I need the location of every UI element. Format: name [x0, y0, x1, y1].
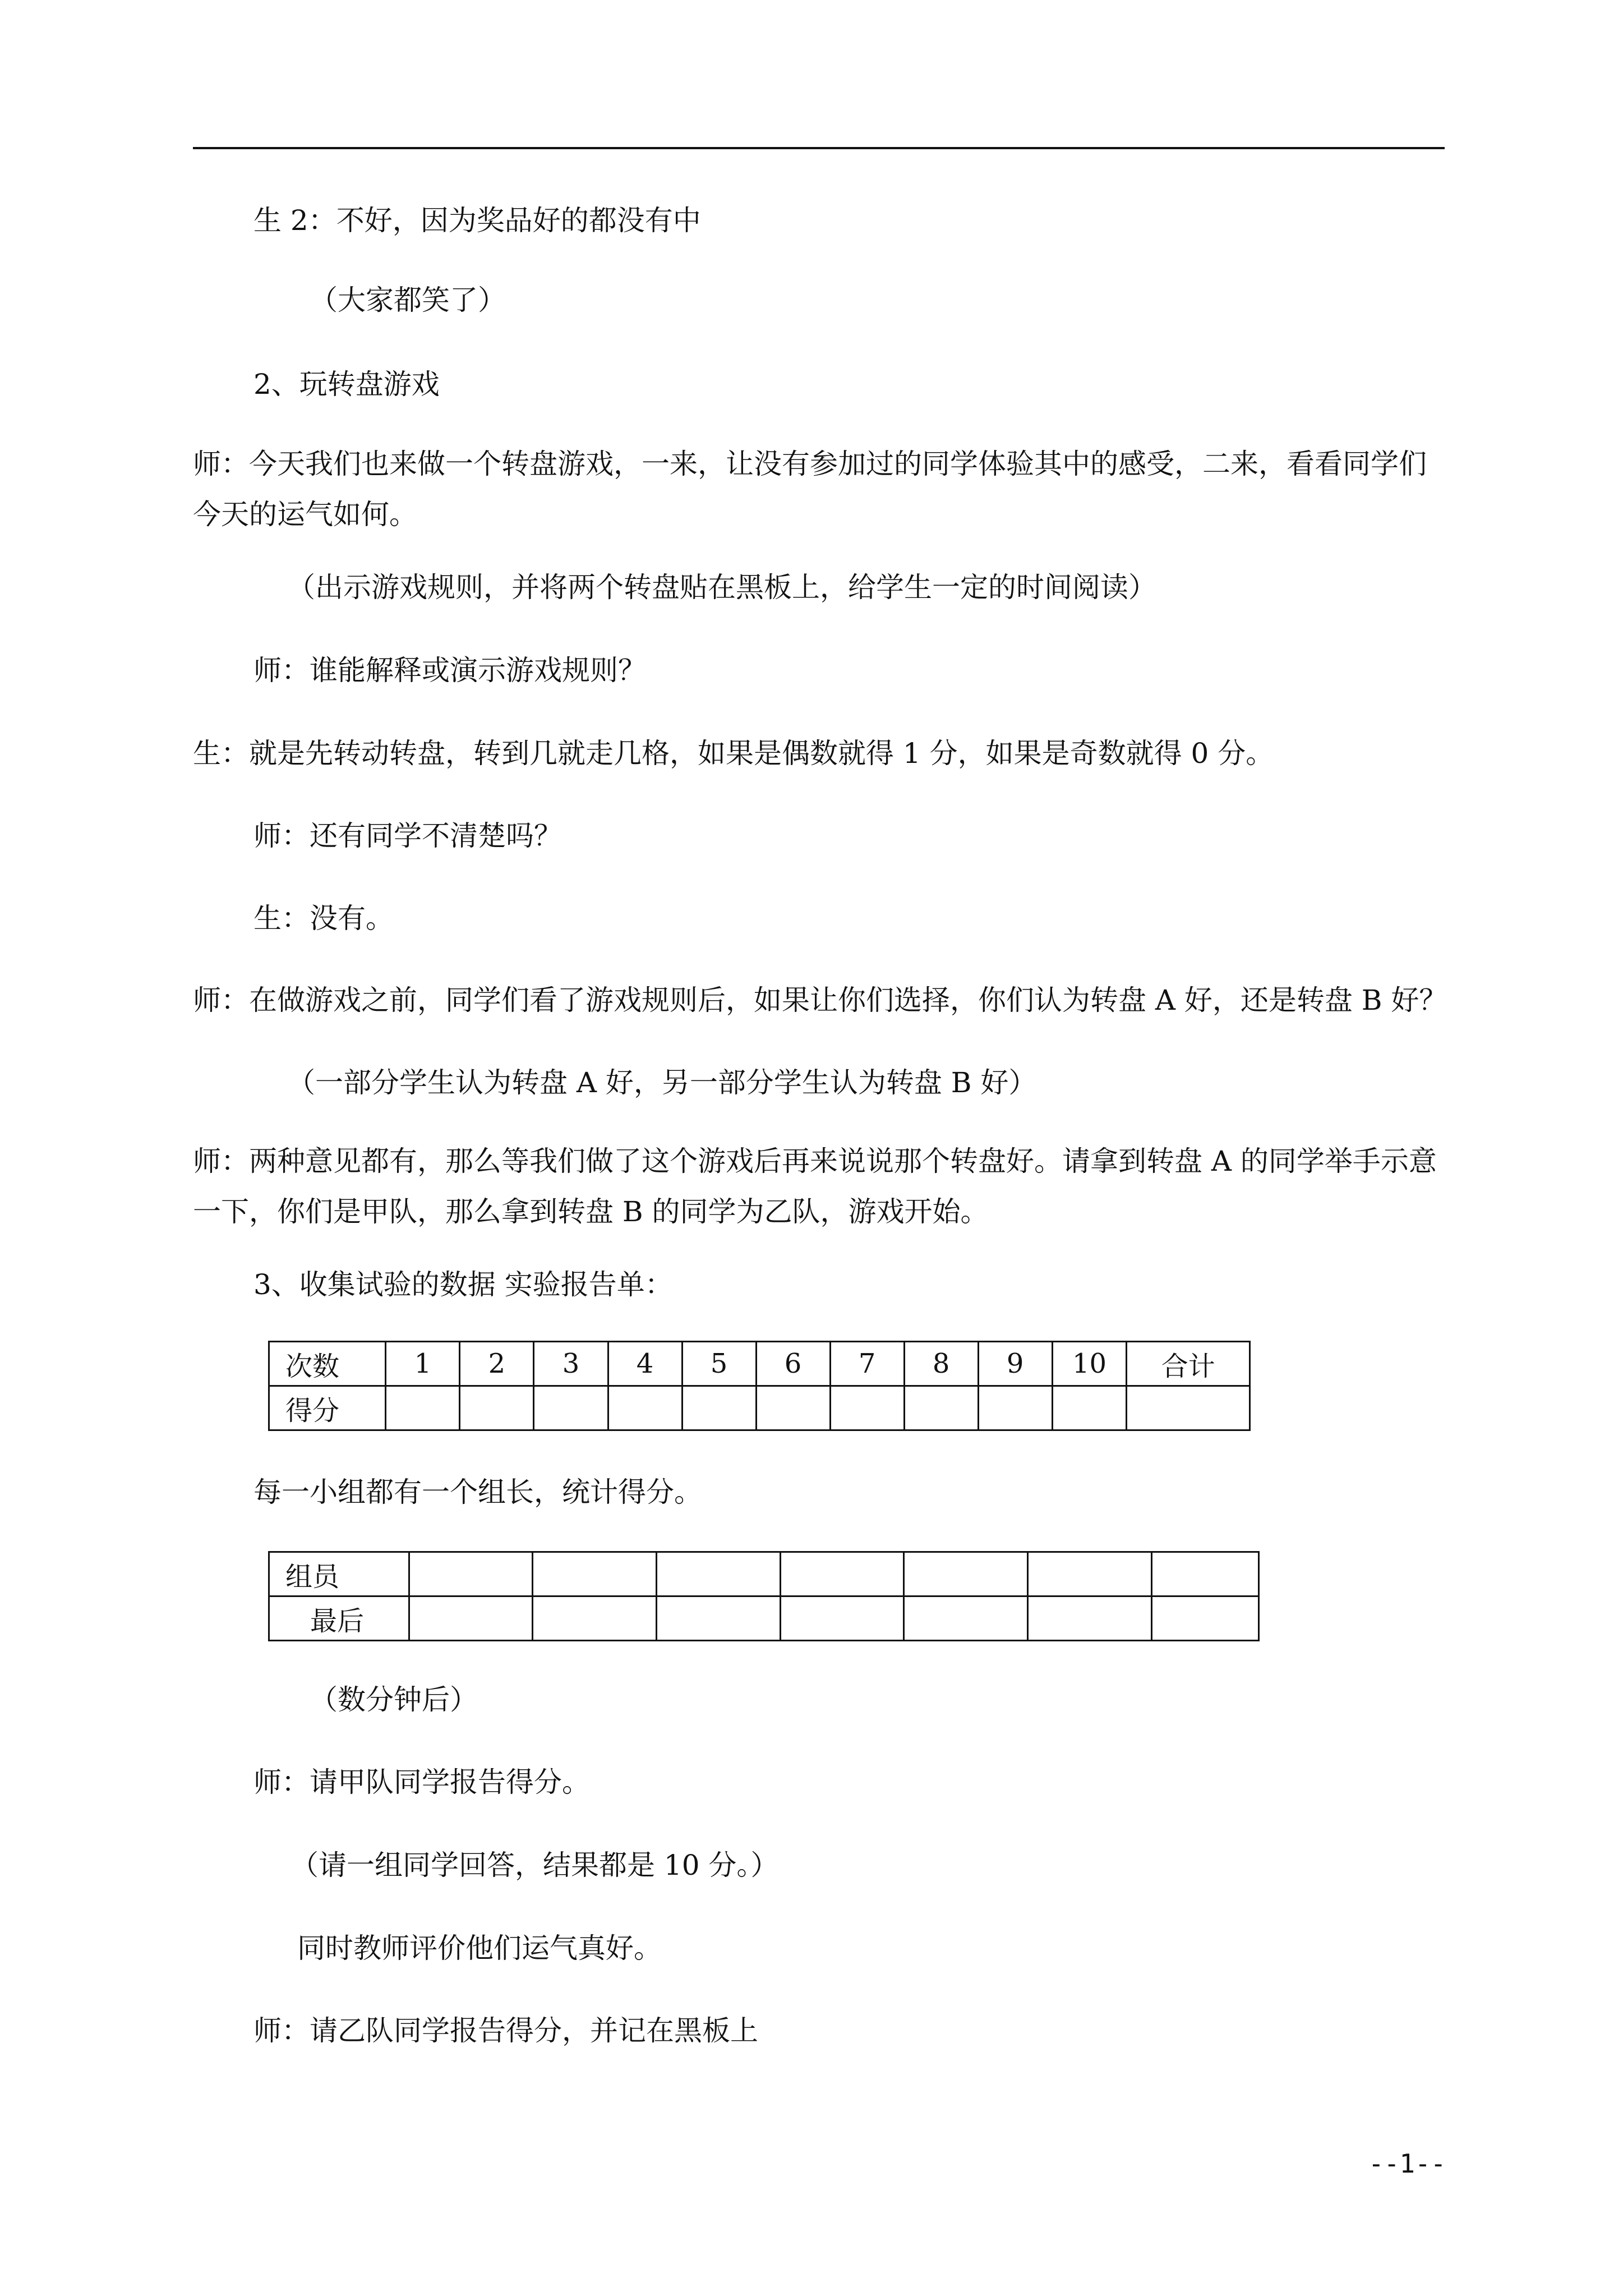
table-header-cell: 合计 — [1127, 1342, 1250, 1386]
table-header-cell: 9 — [978, 1342, 1052, 1386]
table-cell — [780, 1596, 904, 1641]
table-cell — [1028, 1596, 1152, 1641]
table-cell — [1052, 1386, 1127, 1430]
page-number: --1-- — [1368, 2148, 1446, 2179]
table-header-cell: 3 — [534, 1342, 608, 1386]
table-header-cell: 2 — [460, 1342, 534, 1386]
table-row-label: 最后 — [269, 1596, 409, 1641]
table-cell — [533, 1552, 657, 1596]
paragraph: 师：今天我们也来做一个转盘游戏，一来，让没有参加过的同学体验其中的感受，二来，看看同学们今天的运气如何。 — [193, 448, 1427, 531]
table-cell — [756, 1386, 830, 1430]
paragraph: （出示游戏规则，并将两个转盘贴在黑板上，给学生一定的时间阅读） — [287, 571, 1156, 604]
table-cell — [608, 1386, 682, 1430]
table-cell — [780, 1552, 904, 1596]
table-cell — [1151, 1596, 1258, 1641]
table-cell — [904, 1596, 1028, 1641]
table-cell — [534, 1386, 608, 1430]
table-cell — [904, 1386, 978, 1430]
table-cell — [409, 1596, 533, 1641]
table-cell — [1028, 1552, 1152, 1596]
table-cell — [657, 1552, 781, 1596]
table-cell — [657, 1596, 781, 1641]
paragraph: 师：在做游戏之前，同学们看了游戏规则后，如果让你们选择，你们认为转盘 A 好，还是转盘 B 好？ — [193, 984, 1447, 1016]
paragraph: 生 2：不好，因为奖品好的都没有中 — [253, 204, 701, 237]
table-cell — [409, 1552, 533, 1596]
section-heading: 3、收集试验的数据 实验报告单： — [253, 1268, 673, 1301]
table-cell — [533, 1596, 657, 1641]
table-header-cell: 1 — [386, 1342, 460, 1386]
paragraph: 师：请甲队同学报告得分。 — [253, 1766, 590, 1798]
paragraph: 生：没有。 — [253, 902, 394, 935]
table-row-label: 组员 — [269, 1552, 409, 1596]
table-header-cell: 8 — [904, 1342, 978, 1386]
paragraph: 师：两种意见都有，那么等我们做了这个游戏后再来说说那个转盘好。请拿到转盘 A 的同学举手示意一下，你们是甲队，那么拿到转盘 B 的同学为乙队，游戏开始。 — [193, 1145, 1437, 1228]
table-cell — [978, 1386, 1052, 1430]
table-cell — [386, 1386, 460, 1430]
paragraph: （大家都笑了） — [310, 284, 506, 316]
paragraph: 师：谁能解释或演示游戏规则？ — [253, 654, 646, 687]
table-header-cell: 6 — [756, 1342, 830, 1386]
table-header-cell: 5 — [682, 1342, 756, 1386]
section-heading: 2、玩转盘游戏 — [253, 368, 440, 401]
table-cell — [904, 1552, 1028, 1596]
table-header-cell: 10 — [1052, 1342, 1127, 1386]
table-cell — [460, 1386, 534, 1430]
table-cell — [830, 1386, 904, 1430]
experiment-report-table — [268, 1341, 1251, 1431]
paragraph: （请一组同学回答，结果都是 10 分。） — [291, 1849, 779, 1881]
paragraph: 每一小组都有一个组长，统计得分。 — [253, 1476, 702, 1508]
table-header-cell: 次数 — [269, 1342, 386, 1386]
paragraph: （一部分学生认为转盘 A 好，另一部分学生认为转盘 B 好） — [287, 1066, 1037, 1099]
group-score-table — [268, 1551, 1260, 1641]
paragraph: （数分钟后） — [310, 1683, 478, 1716]
paragraph: 师：还有同学不清楚吗？ — [253, 820, 562, 852]
paragraph: 生：就是先转动转盘，转到几就走几格，如果是偶数就得 1 分，如果是奇数就得 0 分。 — [193, 737, 1274, 770]
table-cell — [1127, 1386, 1250, 1430]
table-cell — [1151, 1552, 1258, 1596]
paragraph: 师：请乙队同学报告得分，并记在黑板上 — [253, 2014, 758, 2047]
paragraph: 同时教师评价他们运气真好。 — [297, 1932, 662, 1964]
table-row-label: 得分 — [269, 1386, 386, 1430]
table-header-cell: 4 — [608, 1342, 682, 1386]
table-header-cell: 7 — [830, 1342, 904, 1386]
header-rule — [193, 147, 1445, 149]
table-cell — [682, 1386, 756, 1430]
